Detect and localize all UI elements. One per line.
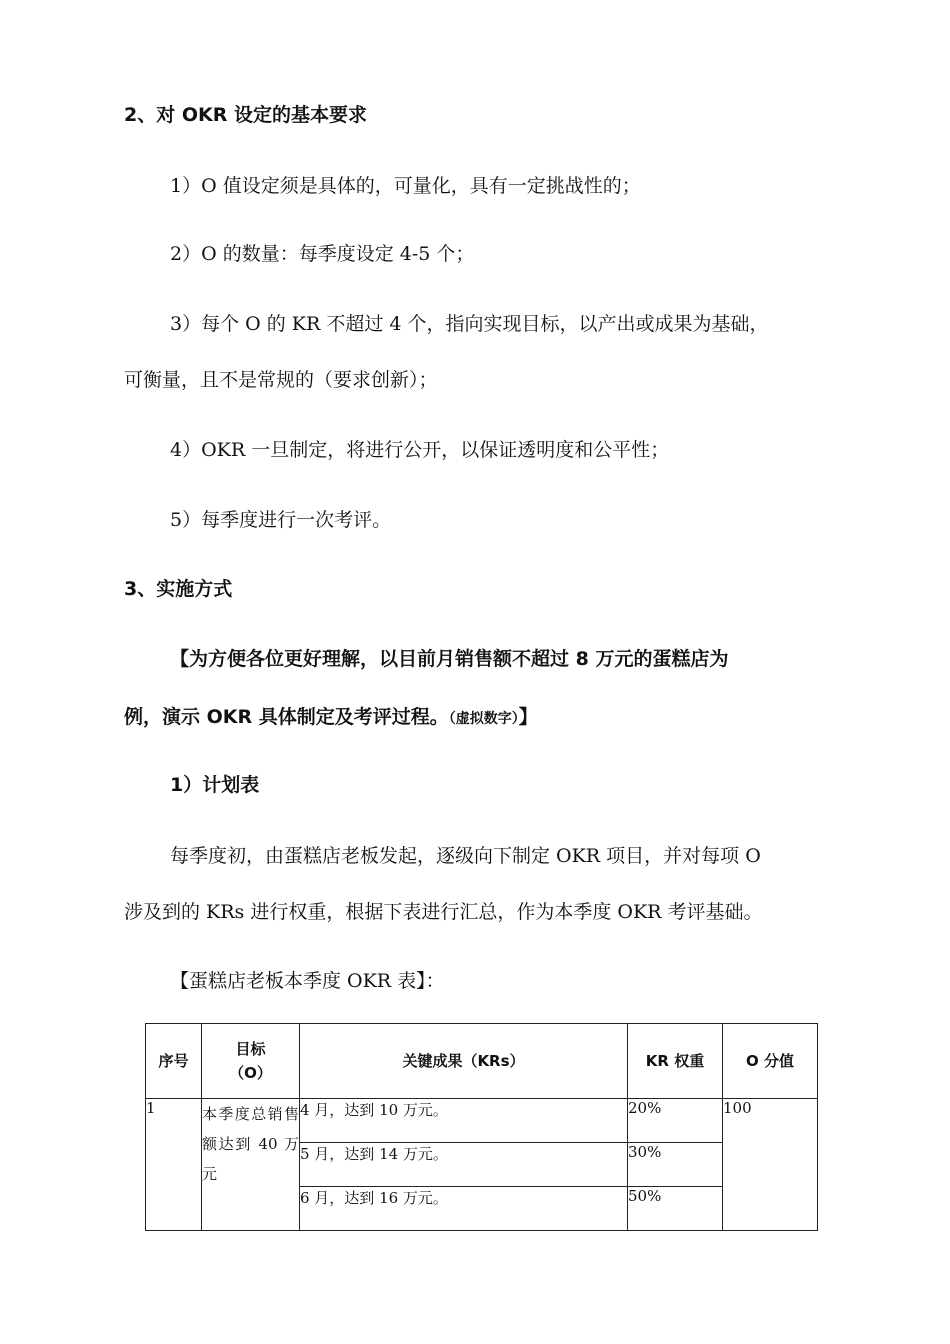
cell-weight: 50% (628, 1187, 723, 1231)
header-goal (202, 1024, 300, 1099)
header-seq: 序号 (146, 1024, 202, 1099)
requirement-3-continued: 可衡量，且不是常规的（要求创新）； (124, 369, 438, 391)
cell-score: 100 (723, 1099, 818, 1231)
header-weight: KR 权重 (628, 1024, 723, 1099)
requirement-2: 2）O 的数量：每季度设定 4-5 个； (170, 243, 475, 265)
example-note-line1: 【为方便各位更好理解，以目前月销售额不超过 8 万元的蛋糕店为 (170, 648, 729, 670)
cell-kr: 6 月，达到 16 万元。 (300, 1187, 628, 1231)
requirement-1: 1）O 值设定须是具体的，可量化，具有一定挑战性的； (170, 175, 641, 197)
section3-heading: 3、实施方式 (124, 578, 233, 600)
requirement-5: 5）每季度进行一次考评。 (170, 509, 392, 531)
header-kr: 关键成果（KRs） (300, 1024, 628, 1099)
cell-weight: 20% (628, 1099, 723, 1143)
header-goal-line2: （O） (229, 1064, 272, 1082)
plan-body-line2: 涉及到的 KRs 进行权重，根据下表进行汇总，作为本季度 OKR 考评基础。 (124, 901, 763, 923)
example-note-text: 例，演示 OKR 具体制定及考评过程。 (124, 706, 449, 728)
table-caption: 【蛋糕店老板本季度 OKR 表】： (170, 970, 445, 992)
example-note-line2 (124, 703, 844, 733)
example-note-virtual: （虚拟数字） (448, 711, 519, 727)
cell-kr: 5 月，达到 14 万元。 (300, 1143, 628, 1187)
cell-seq: 1 (146, 1099, 202, 1231)
requirement-3: 3）每个 O 的 KR 不超过 4 个，指向实现目标，以产出或成果为基础， (170, 313, 769, 335)
section2-heading: 2、对 OKR 设定的基本要求 (124, 104, 367, 126)
cell-goal: 本季度总销售额达到 40 万元 (202, 1099, 300, 1231)
plan-subheading: 1）计划表 (170, 774, 260, 796)
requirement-4: 4）OKR 一旦制定，将进行公开，以保证透明度和公平性； (170, 439, 670, 461)
table-row (146, 1099, 818, 1143)
header-goal-line1: 目标 (235, 1040, 266, 1058)
okr-table (145, 1023, 818, 1231)
cell-weight: 30% (628, 1143, 723, 1187)
plan-body-line1: 每季度初，由蛋糕店老板发起，逐级向下制定 OKR 项目，并对每项 O (170, 845, 761, 867)
example-note-bracket: 】 (518, 706, 538, 728)
header-score: O 分值 (723, 1024, 818, 1099)
cell-kr: 4 月，达到 10 万元。 (300, 1099, 628, 1143)
table-header-row (146, 1024, 818, 1099)
